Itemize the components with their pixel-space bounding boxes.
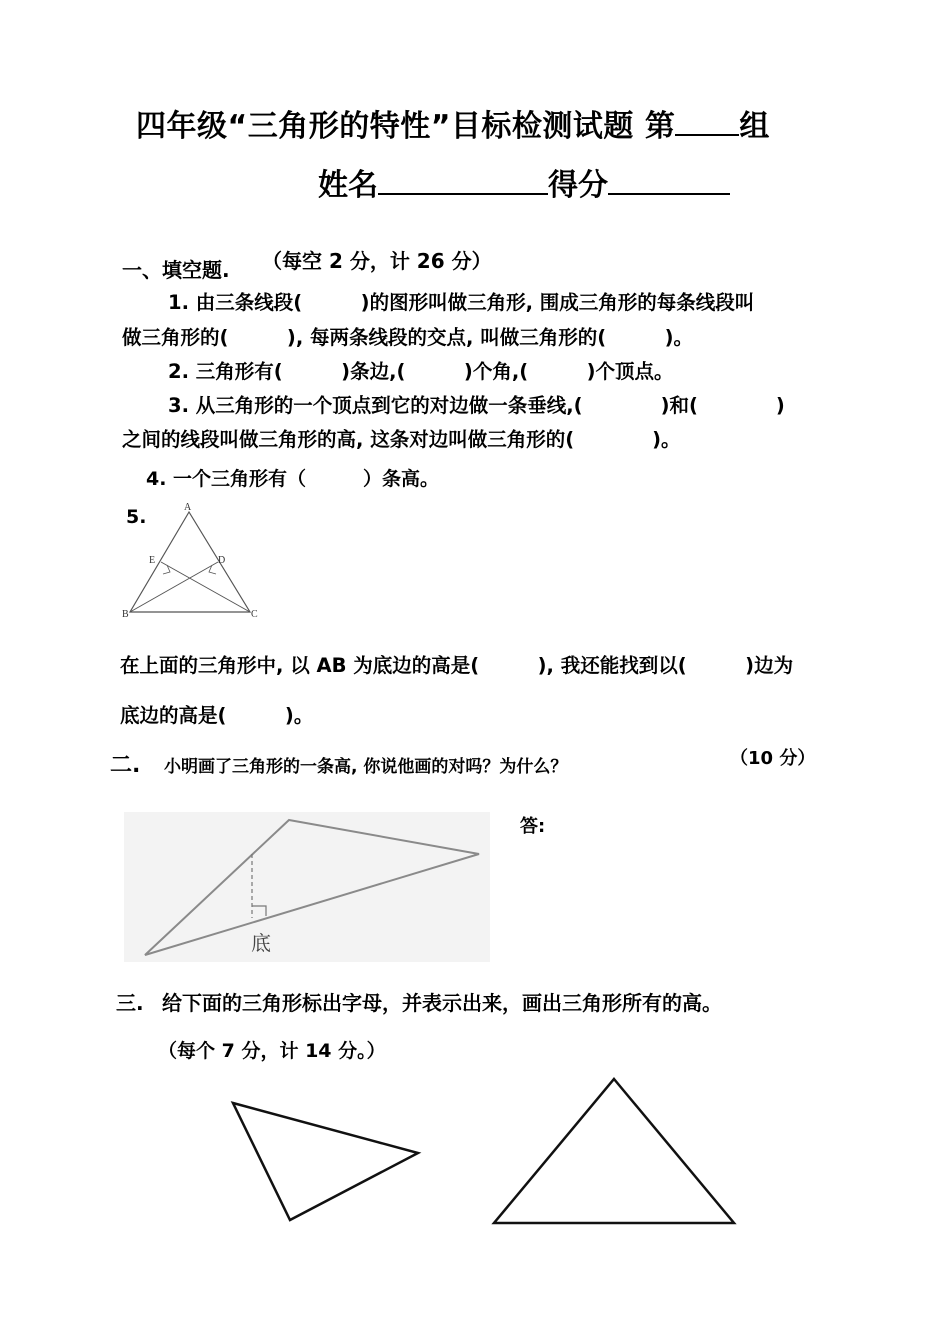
label-e: E xyxy=(149,555,156,566)
section1-heading: 一、填空题. xyxy=(122,258,230,282)
page-title xyxy=(136,101,770,145)
name-blank[interactable] xyxy=(378,171,548,195)
q4: 4. 一个三角形有（ ）条高。 xyxy=(146,468,440,490)
score-blank[interactable] xyxy=(608,171,730,195)
section3-points: （每个 7 分，计 14 分。） xyxy=(158,1040,386,1062)
q1-line1: 1. 由三条线段( )的图形叫做三角形, 围成三角形的每条线段叫 xyxy=(168,291,755,314)
q5-label: 5. xyxy=(126,506,147,528)
name-label: 姓名 xyxy=(318,168,378,203)
label-a: A xyxy=(184,502,192,513)
section1-points: （每空 2 分，计 26 分） xyxy=(262,249,492,273)
q3-line1: 3. 从三角形的一个顶点到它的对边做一条垂线,( )和( ) xyxy=(168,394,785,417)
q3-line2: 之间的线段叫做三角形的高, 这条对边叫做三角形的( )。 xyxy=(122,428,681,451)
triangle-left xyxy=(233,1103,418,1220)
title-text: 四年级“三角形的特性”目标检测试题 第 xyxy=(136,109,676,144)
group-blank[interactable] xyxy=(675,112,739,136)
triangle-right-figure xyxy=(484,1072,744,1232)
section3-heading: 三. xyxy=(116,991,144,1015)
name-score-row xyxy=(318,160,730,204)
q2: 2. 三角形有( )条边,( )个角,( )个顶点。 xyxy=(168,360,674,383)
base-label: 底 xyxy=(251,931,271,955)
section2-heading: 二. xyxy=(110,753,141,778)
q5-triangle-figure xyxy=(118,500,268,625)
answer-label: 答: xyxy=(520,816,546,837)
q5-line2: 底边的高是( )。 xyxy=(120,704,314,727)
section2-points: （10 分） xyxy=(730,748,816,769)
score-label: 得分 xyxy=(548,168,608,203)
label-b: B xyxy=(122,609,129,620)
triangle-right xyxy=(494,1079,734,1223)
section2-triangle-figure xyxy=(124,812,490,962)
triangle-abc xyxy=(130,512,250,612)
label-c: C xyxy=(251,609,258,620)
q1-line2: 做三角形的( ), 每两条线段的交点, 叫做三角形的( )。 xyxy=(122,326,694,349)
section2-question: 小明画了三角形的一条高, 你说他画的对吗？为什么？ xyxy=(164,757,568,777)
section3-question: 给下面的三角形标出字母，并表示出来，画出三角形所有的高。 xyxy=(162,991,722,1015)
group-suffix: 组 xyxy=(739,109,770,144)
triangle-left-figure xyxy=(220,1090,430,1230)
right-angle-mark xyxy=(252,906,266,916)
label-d: D xyxy=(218,555,226,566)
obtuse-triangle xyxy=(145,820,479,955)
q5-line1: 在上面的三角形中, 以 AB 为底边的高是( ), 我还能找到以( )边为 xyxy=(120,654,794,677)
